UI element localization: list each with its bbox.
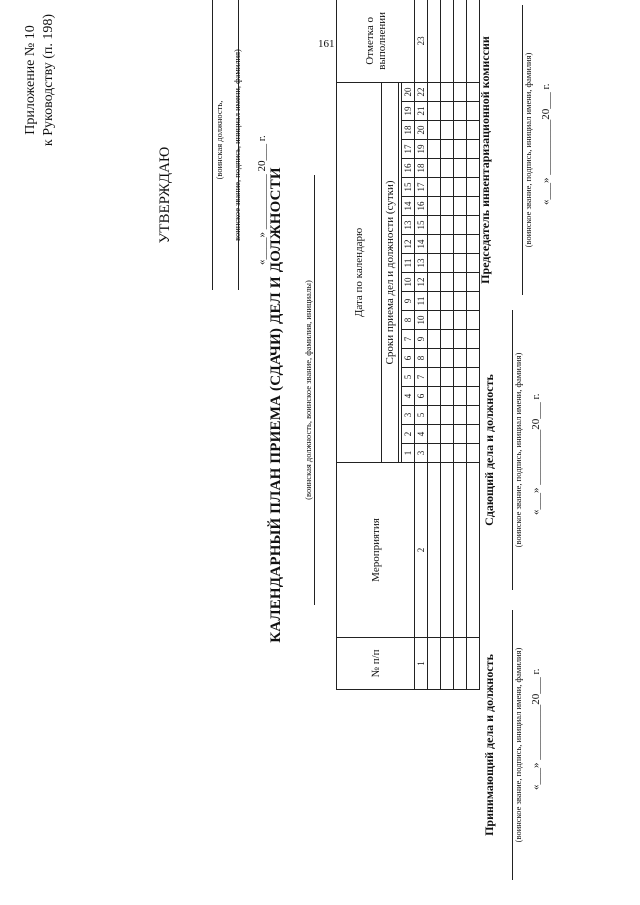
header-calendar-date: Дата по календарю: [337, 82, 382, 462]
commission-caption: (воинское звание, подпись, инициал имени, фамилия): [523, 52, 533, 248]
table-row: [428, 0, 441, 690]
approve-position-caption: (воинская должность,: [214, 100, 224, 180]
approve-date: «____» __________ 20___ г.: [256, 135, 268, 265]
header-terms: Сроки приема дел и должности (сутки): [382, 82, 399, 462]
header-day: 18: [402, 121, 415, 140]
colnum-day: 11: [415, 292, 428, 311]
approve-heading: УТВЕРЖДАЮ: [157, 146, 173, 244]
header-day: 6: [402, 349, 415, 368]
colnum-day: 12: [415, 273, 428, 292]
header-day: 2: [402, 425, 415, 444]
header-day: 9: [402, 292, 415, 311]
colnum-day: 4: [415, 425, 428, 444]
colnum-day: 6: [415, 387, 428, 406]
calendar-plan-table: [336, 0, 480, 690]
header-day: 12: [402, 235, 415, 254]
title-caption: (воинская должность, воинское звание, фамилия, инициалы): [303, 280, 313, 500]
column-number-row: [415, 0, 428, 690]
header-day: 5: [402, 368, 415, 387]
colnum-day: 16: [415, 197, 428, 216]
colnum-day: 5: [415, 406, 428, 425]
header-day: 16: [402, 159, 415, 178]
transferor-caption: (воинское звание, подпись, инициал имени, фамилия): [513, 352, 523, 548]
colnum-day: 13: [415, 254, 428, 273]
page-number: 161: [318, 38, 335, 50]
header-mark: Отметка о выполнении: [337, 0, 415, 82]
appendix-line-1: Приложение № 10: [23, 25, 38, 135]
header-day: 7: [402, 330, 415, 349]
colnum-day: 14: [415, 235, 428, 254]
commission-chair-title: Председатель инвентаризационной комиссии: [478, 36, 492, 284]
header-day: 1: [402, 444, 415, 463]
colnum-day: 21: [415, 102, 428, 121]
colnum-events: 2: [415, 463, 428, 638]
header-day: 17: [402, 140, 415, 159]
header-day: 13: [402, 216, 415, 235]
header-day: 15: [402, 178, 415, 197]
commission-date: «___» __________20___ г.: [540, 83, 552, 205]
transferor-title: Сдающий дела и должность: [482, 374, 496, 526]
header-num: № п/п: [337, 638, 415, 690]
header-day: 4: [402, 387, 415, 406]
colnum-day: 3: [415, 444, 428, 463]
title-underline: [314, 175, 315, 605]
transferor-date: «___» __________20___ г.: [530, 393, 542, 515]
header-day: 19: [402, 102, 415, 121]
colnum-day: 17: [415, 178, 428, 197]
receiver-title: Принимающий дела и должность: [482, 654, 496, 836]
colnum-day: 18: [415, 159, 428, 178]
table-row: [454, 0, 467, 690]
table-row: [441, 0, 454, 690]
header-events: Мероприятия: [337, 463, 415, 638]
approve-name-caption: воинское звание, подпись, инициал имени, фамилия): [232, 49, 242, 241]
colnum-day: 19: [415, 140, 428, 159]
colnum-day: 10: [415, 311, 428, 330]
receiver-caption: (воинское звание, подпись, инициал имени, фамилия): [513, 647, 523, 843]
appendix-block: [22, 5, 58, 155]
colnum-day: 9: [415, 330, 428, 349]
colnum-day: 22: [415, 82, 428, 101]
header-day: 10: [402, 273, 415, 292]
colnum-day: 7: [415, 368, 428, 387]
header-day: 14: [402, 197, 415, 216]
colnum-day: 8: [415, 349, 428, 368]
header-day: 11: [402, 254, 415, 273]
colnum-mark: 23: [415, 0, 428, 82]
approve-position-line: [212, 0, 213, 290]
receiver-date: «___» __________20___ г.: [530, 668, 542, 790]
colnum-num: 1: [415, 638, 428, 690]
colnum-day: 15: [415, 216, 428, 235]
document-title: КАЛЕНДАРНЫЙ ПЛАН ПРИЕМА (СДАЧИ) ДЕЛ И ДОЛЖНОСТИ: [268, 167, 284, 643]
header-day: 8: [402, 311, 415, 330]
header-day: 20: [402, 82, 415, 101]
header-day: 3: [402, 406, 415, 425]
appendix-line-2: к Руководству (п. 198): [41, 13, 56, 147]
colnum-day: 20: [415, 121, 428, 140]
